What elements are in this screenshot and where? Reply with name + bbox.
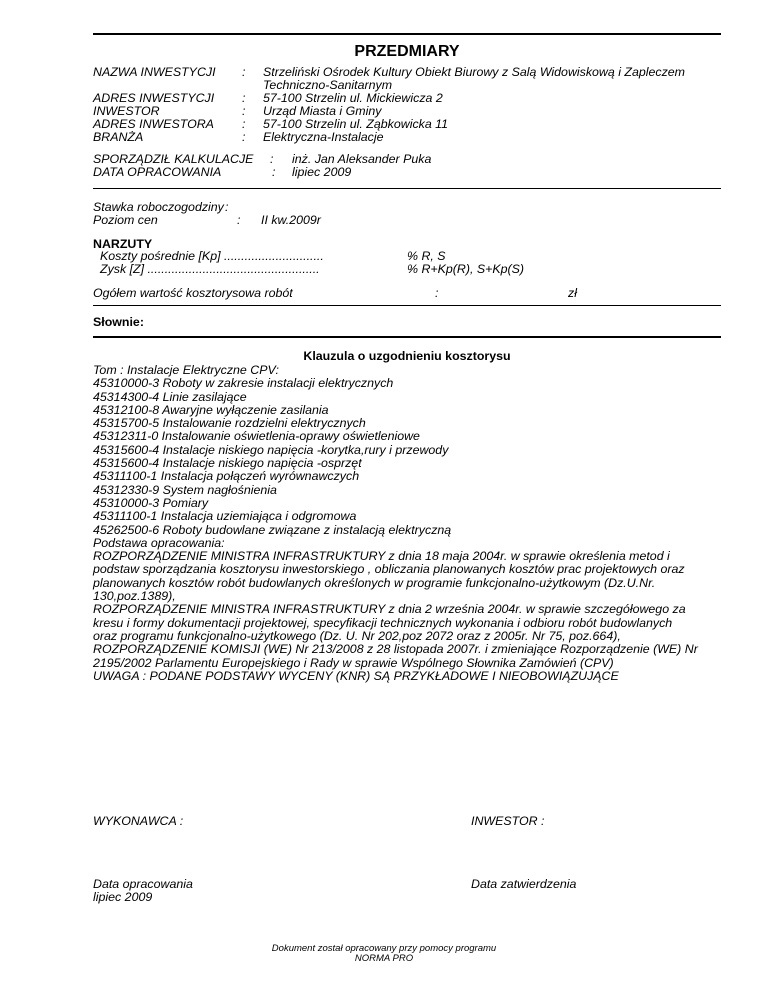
klauzula-line: 45262500-6 Roboty budowlane związane z instalacją elektryczną: [93, 522, 452, 537]
field-adres-inwestora-value: 57-100 Strzelin ul. Ząbkowicka 11: [263, 117, 449, 131]
zysk-value: % R+Kp(R), S+Kp(S): [407, 262, 525, 276]
klauzula-line: 45314300-4 Linie zasilające: [93, 389, 247, 404]
field-branza-colon: :: [242, 130, 246, 144]
poziom-label: Poziom cen: [93, 213, 158, 227]
klauzula-heading: Klauzula o uzgodnieniu kosztorysu: [303, 349, 511, 363]
field-inwestor-colon: :: [242, 104, 246, 118]
koszty-posrednie-value: % R, S: [407, 249, 446, 263]
klauzula-line: 45312311-0 Instalowanie oświetlenia-oprawy oświetleniowe: [93, 429, 420, 444]
klauzula-line: 45315700-5 Instalowanie rozdzielni elektrycznych: [93, 416, 366, 431]
author-label: SPORZĄDZIŁ KALKULACJE: [93, 152, 254, 166]
field-adres-inwestora-colon: :: [242, 117, 246, 131]
zysk-label: Zysk [Z] ..................................................: [100, 262, 320, 276]
klauzula-line: UWAGA : PODANE PODSTAWY WYCENY (KNR) SĄ PRZYKŁADOWE I NIEOBOWIĄZUJĄCE: [93, 668, 619, 683]
field-branza-label: BRANŻA: [93, 130, 144, 144]
field-nazwa-value: Strzeliński Ośrodek Kultury Obiekt Biurowy z Salą Widowiskową i Zapleczem: [263, 65, 686, 79]
klauzula-line: 45315600-4 Instalacje niskiego napięcia -korytka,rury i przewody: [93, 442, 449, 457]
klauzula-body: [93, 364, 723, 683]
divider-before-klauzula: [93, 336, 721, 338]
klauzula-line: 45312100-8 Awaryjne wyłączenie zasilania: [93, 402, 329, 417]
klauzula-line: Tom : Instalacje Elektryczne CPV:: [93, 363, 279, 377]
field-nazwa-colon: :: [242, 65, 246, 79]
klauzula-line: 130,poz.1389),: [93, 589, 176, 604]
narzuty-heading: NARZUTY: [93, 237, 153, 251]
page-title: PRZEDMIARY: [354, 43, 460, 60]
field-adres-inwestora-label: ADRES INWESTORA: [93, 117, 214, 131]
klauzula-line: 45312330-9 System nagłośnienia: [93, 482, 277, 497]
wykonawca-label: WYKONAWCA :: [93, 814, 184, 828]
field-inwestor-value: Urząd Miasta i Gminy: [263, 104, 382, 118]
divider-after-author: [93, 188, 721, 189]
field-nazwa-label: NAZWA INWESTYCJI: [93, 65, 216, 79]
field-inwestor-label: INWESTOR: [93, 104, 160, 118]
divider-after-total: [93, 305, 721, 306]
data-zatwierdzenia-label: Data zatwierdzenia: [471, 877, 577, 891]
klauzula-line: planowanych kosztów robót budowlanych określonych w programie funkcjonalno-użytkowym (Dz.U.Nr.: [93, 575, 656, 590]
klauzula-line: 45315600-4 Instalacje niskiego napięcia -osprzęt: [93, 456, 362, 471]
total-colon: :: [435, 286, 439, 300]
inwestor-label: INWESTOR :: [471, 814, 545, 828]
klauzula-line: ROZPORZĄDZENIE MINISTRA INFRASTRUKTURY z dnia 2 września 2004r. w sprawie szczegółowego za: [93, 602, 686, 617]
data-opracowania-label: Data opracowania: [93, 877, 193, 891]
total-label: Ogółem wartość kosztorysowa robót: [93, 286, 293, 300]
field-adres-inwestycji-value: 57-100 Strzelin ul. Mickiewicza 2: [263, 91, 443, 105]
field-branza-value: Elektryczna-Instalacje: [263, 130, 384, 144]
klauzula-line: kresu i formy dokumentacji projektowej, specyfikacji technicznych wykonania i odbioru robót budowlanych: [93, 615, 673, 630]
poziom-colon: :: [237, 213, 241, 227]
field-nazwa-value-line2: Techniczno-Sanitarnym: [263, 78, 393, 92]
koszty-posrednie-label: Koszty pośrednie [Kp] .............................: [100, 249, 324, 263]
klauzula-line: 45311100-1 Instalacja uziemiająca i odgromowa: [93, 509, 357, 524]
date-colon: :: [272, 165, 276, 179]
klauzula-line: oraz programu funkcjonalno-użytkowego (Dz. U. Nr 202,poz 2072 oraz z 2005r. Nr 75, poz.664),: [93, 628, 621, 643]
klauzula-line: 45310000-3 Roboty w zakresie instalacji elektrycznych: [93, 376, 394, 391]
footer-line1: Dokument został opracowany przy pomocy programu: [271, 943, 497, 954]
footer-line2: NORMA PRO: [354, 953, 414, 964]
data-opracowania-value: lipiec 2009: [93, 890, 153, 904]
field-adres-inwestycji-label: ADRES INWESTYCJI: [93, 91, 215, 105]
total-currency: zł: [568, 286, 577, 300]
klauzula-line: Podstawa opracowania:: [93, 535, 225, 550]
date-label: DATA OPRACOWANIA: [93, 165, 222, 179]
klauzula-line: podstaw sporządzania kosztorysu inwestorskiego , obliczania planowanych kosztów prac projektowych oraz: [93, 562, 685, 577]
klauzula-line: 45311100-1 Instalacja połączeń wyrównawczych: [93, 469, 360, 484]
poziom-value: II kw.2009r: [261, 213, 321, 227]
top-rule: [93, 33, 721, 35]
klauzula-line: 45310000-3 Pomiary: [93, 495, 209, 510]
slownie-label: Słownie:: [93, 315, 144, 329]
stawka-label: Stawka roboczogodziny: [93, 200, 224, 214]
klauzula-line: 2195/2002 Parlamentu Europejskiego i Rady w sprawie Wspólnego Słownika Zamówień (CPV): [93, 655, 614, 670]
date-value: lipiec 2009: [292, 165, 352, 179]
klauzula-line: ROZPORZĄDZENIE MINISTRA INFRASTRUKTURY z dnia 18 maja 2004r. w sprawie określenia metod i: [93, 549, 670, 564]
author-colon: :: [270, 152, 274, 166]
stawka-colon: :: [225, 200, 229, 214]
field-adres-inwestycji-colon: :: [242, 91, 246, 105]
author-value: inż. Jan Aleksander Puka: [292, 152, 432, 166]
klauzula-line: ROZPORZĄDZENIE KOMISJI (WE) Nr 213/2008 z 28 listopada 2007r. i zmieniające Rozporządzenie (WE) Nr: [93, 642, 698, 657]
